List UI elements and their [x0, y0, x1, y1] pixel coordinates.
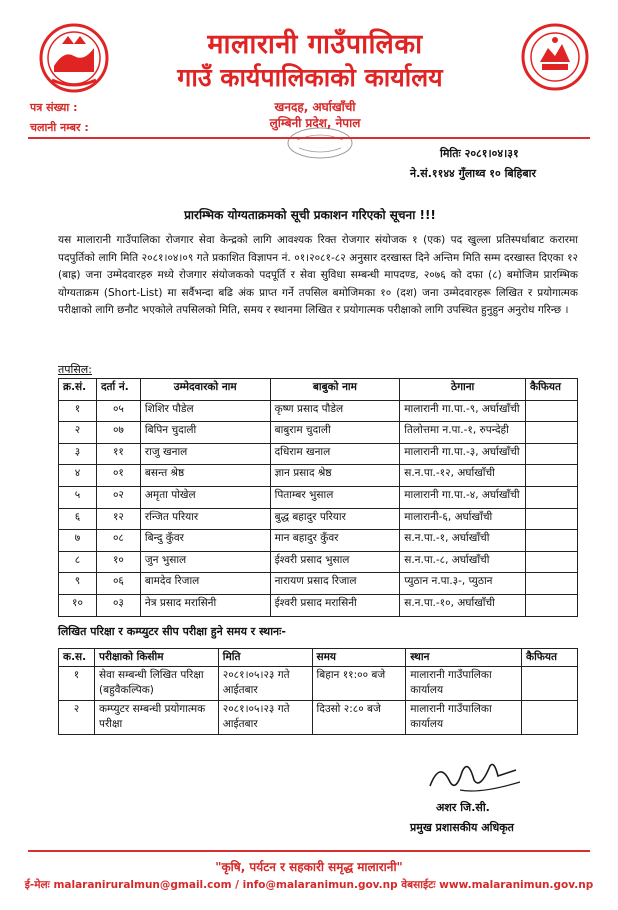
signatory-name: अशर जि.सी.: [436, 801, 490, 814]
header-candidate-name: उम्मेदवारको नाम: [140, 379, 270, 401]
footer-divider: [28, 850, 590, 852]
header-address: ठेगाना: [400, 379, 526, 401]
table-cell: [526, 465, 578, 487]
table-cell: १: [59, 400, 97, 422]
table-row: [59, 667, 578, 701]
handwritten-signature-icon: [420, 752, 530, 798]
dispatch-number-label: चलानी नम्बर :: [30, 121, 89, 134]
table-cell: अमृता पोखेल: [140, 486, 270, 508]
table-cell: मालारानी गाउँपालिका कार्यालय: [406, 667, 522, 701]
table-cell: राजु खनाल: [140, 443, 270, 465]
table-header-row: [59, 649, 578, 667]
candidate-table-label: तपसिल:: [58, 363, 92, 376]
table-cell: कृष्ण प्रसाद पौडेल: [270, 400, 400, 422]
table-cell: १: [59, 667, 95, 701]
table-cell: बामदेव रिजाल: [140, 573, 270, 595]
table-cell: [526, 573, 578, 595]
table-row: [59, 443, 578, 465]
header-remarks: कैफियत: [526, 379, 578, 401]
table-cell: [522, 667, 578, 701]
table-cell: ३: [59, 443, 97, 465]
table-cell: मालारानी गा.पा.-३, अर्घाखाँची: [400, 443, 526, 465]
notice-title: प्रारम्भिक योग्यताक्रमको सूची प्रकाशन गरिएको सूचना !!!: [184, 208, 436, 222]
table-cell: [526, 530, 578, 552]
table-cell: जुन भुसाल: [140, 551, 270, 573]
table-cell: [526, 551, 578, 573]
table-cell: कम्प्युटर सम्बन्धी प्रयोगात्मक परीक्षा: [94, 701, 218, 735]
table-cell: बिपिन चुदाली: [140, 422, 270, 444]
table-cell: ०१: [96, 465, 140, 487]
table-row: [59, 701, 578, 735]
table-cell: बसन्त श्रेष्ठ: [140, 465, 270, 487]
table-cell: स.न.पा.-१, अर्घाखाँची: [400, 530, 526, 552]
table-cell: मालारानी गा.पा.-९, अर्घाखाँची: [400, 400, 526, 422]
table-cell: ९: [59, 573, 97, 595]
office-title-line1: मालारानी गाउँपालिका: [207, 29, 423, 60]
table-cell: नारायण प्रसाद रिजाल: [270, 573, 400, 595]
table-cell: ०७: [96, 422, 140, 444]
table-cell: बुद्ध बहादुर परियार: [270, 508, 400, 530]
table-header-row: [59, 379, 578, 401]
table-cell: स.न.पा.-१२, अर्घाखाँची: [400, 465, 526, 487]
nepal-emblem-icon: [38, 22, 110, 94]
table-cell: बिहान ११:०० बजे: [312, 667, 406, 701]
table-row: [59, 551, 578, 573]
municipality-logo-icon: [520, 22, 590, 92]
header-serial: क.स.: [59, 649, 95, 667]
table-cell: मालारानी गा.पा.-४, अर्घाखाँची: [400, 486, 526, 508]
office-title-line2: गाउँ कार्यपालिकाको कार्यालय: [177, 63, 443, 92]
table-cell: ५: [59, 486, 97, 508]
header-exam-type: परीक्षाको किसीम: [94, 649, 218, 667]
office-address-line1: खनदह, अर्घाखाँची: [274, 100, 356, 114]
table-cell: दिउसो २:८० बजे: [312, 701, 406, 735]
table-cell: मान बहादुर कुँवर: [270, 530, 400, 552]
table-row: [59, 422, 578, 444]
table-cell: ०३: [96, 594, 140, 616]
header-date: मिति: [218, 649, 312, 667]
table-row: [59, 486, 578, 508]
table-cell: ०६: [96, 573, 140, 595]
table-cell: दधिराम खनाल: [270, 443, 400, 465]
table-cell: तिलोत्तमा न.पा.-१, रुपन्देही: [400, 422, 526, 444]
table-cell: [526, 422, 578, 444]
exam-schedule-table: [58, 648, 578, 735]
table-row: [59, 465, 578, 487]
table-cell: १२: [96, 508, 140, 530]
table-cell: [526, 443, 578, 465]
footer-contact: ई-मेलः malaraniruralmun@gmail.com / info@malaranimun.gov.np वेबसाईटः www.malaranimun.gov.np: [24, 879, 594, 891]
table-cell: रन्जित परियार: [140, 508, 270, 530]
candidate-table: [58, 378, 578, 617]
header-father-name: बाबुको नाम: [270, 379, 400, 401]
table-cell: ७: [59, 530, 97, 552]
table-cell: २०८१।०५।२३ गते आईतबार: [218, 701, 312, 735]
table-cell: [526, 594, 578, 616]
table-row: [59, 573, 578, 595]
table-cell: ०५: [96, 400, 140, 422]
ns-date: ने.सं.११४४ गुँलाथ्व १० बिहिबार: [410, 167, 537, 180]
table-row: [59, 400, 578, 422]
table-cell: १०: [59, 594, 97, 616]
table-cell: १०: [96, 551, 140, 573]
table-cell: बिन्दु कुँवर: [140, 530, 270, 552]
table-cell: ६: [59, 508, 97, 530]
table-cell: सेवा सम्बन्धी लिखित परिक्षा (बहुवैकल्पिक): [94, 667, 218, 701]
table-cell: ४: [59, 465, 97, 487]
table-row: [59, 508, 578, 530]
header-divider: [28, 137, 590, 139]
table-cell: ज्ञान प्रसाद श्रेष्ठ: [270, 465, 400, 487]
table-cell: मालारानी गाउँपालिका कार्यालय: [406, 701, 522, 735]
table-row: [59, 530, 578, 552]
table-cell: [526, 486, 578, 508]
table-cell: [526, 400, 578, 422]
header-venue: स्थान: [406, 649, 522, 667]
reference-number-label: पत्र संख्या :: [30, 101, 78, 114]
table-cell: २०८१।०५।२३ गते आईतबार: [218, 667, 312, 701]
table-cell: पिताम्बर भुसाल: [270, 486, 400, 508]
notice-body: यस मालारानी गाउँपालिका रोजगार सेवा केन्द्रको लागि आवश्यक रिक्त रोजगार संयोजक १ (एक) पद खुल्ला प्रतिस्पर्धाबाट करारमा पदपुर्तिको लागि मिति २०८१।०४।०९ गते प्रकाशित विज्ञापन नं. ०१।२०८१-८२ अनुसार दरखास्त दिने अन्तिम मिति सम्म दरखास्त दिएका १२ (बाह्र) जना उम्मेदवारहरु मध्ये रोजगार संयोजकको पदपूर्ति र सेवा सुविधा सम्बन्धी मापदण्ड, २०७६ को दफा (८) बमोजिम प्रारम्भिक योग्यताक्रम (Short-List) मा सर्वैभन्दा बढि अंक प्राप्त गर्ने तपसिल बमोजिमका १० (दश) जना उम्मेदवारहरू लिखित र प्रयोगात्मक परीक्षाको लागि छनौट भएकोले तपसिलको मिति, समय र स्थानमा लिखित र प्रयोगात्मक परीक्षाको लागि उपस्थित हुनुहुन अनुरोध गरिन्छ ।: [58, 234, 578, 317]
table-cell: २: [59, 422, 97, 444]
bs-date: मितिः २०८१।०४।३१: [440, 147, 519, 160]
table-cell: [526, 508, 578, 530]
table-cell: बाबुराम चुदाली: [270, 422, 400, 444]
table-cell: २: [59, 701, 95, 735]
letterhead: [0, 0, 618, 140]
table-cell: शिशिर पौडेल: [140, 400, 270, 422]
table-row: [59, 594, 578, 616]
table-cell: नेत्र प्रसाद मरासिनी: [140, 594, 270, 616]
table-cell: मालारानी-६, अर्घाखाँची: [400, 508, 526, 530]
signatory-title: प्रमुख प्रशासकीय अधिकृत: [410, 821, 514, 834]
table-cell: ईश्वरी प्रसाद मरासिनी: [270, 594, 400, 616]
table-cell: स.न.पा.-१०, अर्घाखाँची: [400, 594, 526, 616]
exam-table-label: लिखित परिक्षा र कम्प्युटर सीप परीक्षा हुने समय र स्थानः-: [58, 625, 286, 638]
table-cell: ११: [96, 443, 140, 465]
header-time: समय: [312, 649, 406, 667]
footer-motto: "कृषि, पर्यटन र सहकारी समृद्ध मालारानी": [215, 860, 403, 874]
table-cell: [522, 701, 578, 735]
table-cell: ईश्वरी प्रसाद भुसाल: [270, 551, 400, 573]
header-serial: क्र.सं.: [59, 379, 97, 401]
table-cell: स.न.पा.-८, अर्घाखाँची: [400, 551, 526, 573]
office-address-line2: लुम्बिनी प्रदेश, नेपाल: [269, 116, 361, 130]
table-cell: ८: [59, 551, 97, 573]
header-remarks: कैफियत: [522, 649, 578, 667]
table-cell: प्युठान न.पा.३-, प्युठान: [400, 573, 526, 595]
header-reg-no: दर्ता नं.: [96, 379, 140, 401]
table-cell: ०२: [96, 486, 140, 508]
office-stamp-icon: [285, 126, 355, 160]
table-cell: ०८: [96, 530, 140, 552]
